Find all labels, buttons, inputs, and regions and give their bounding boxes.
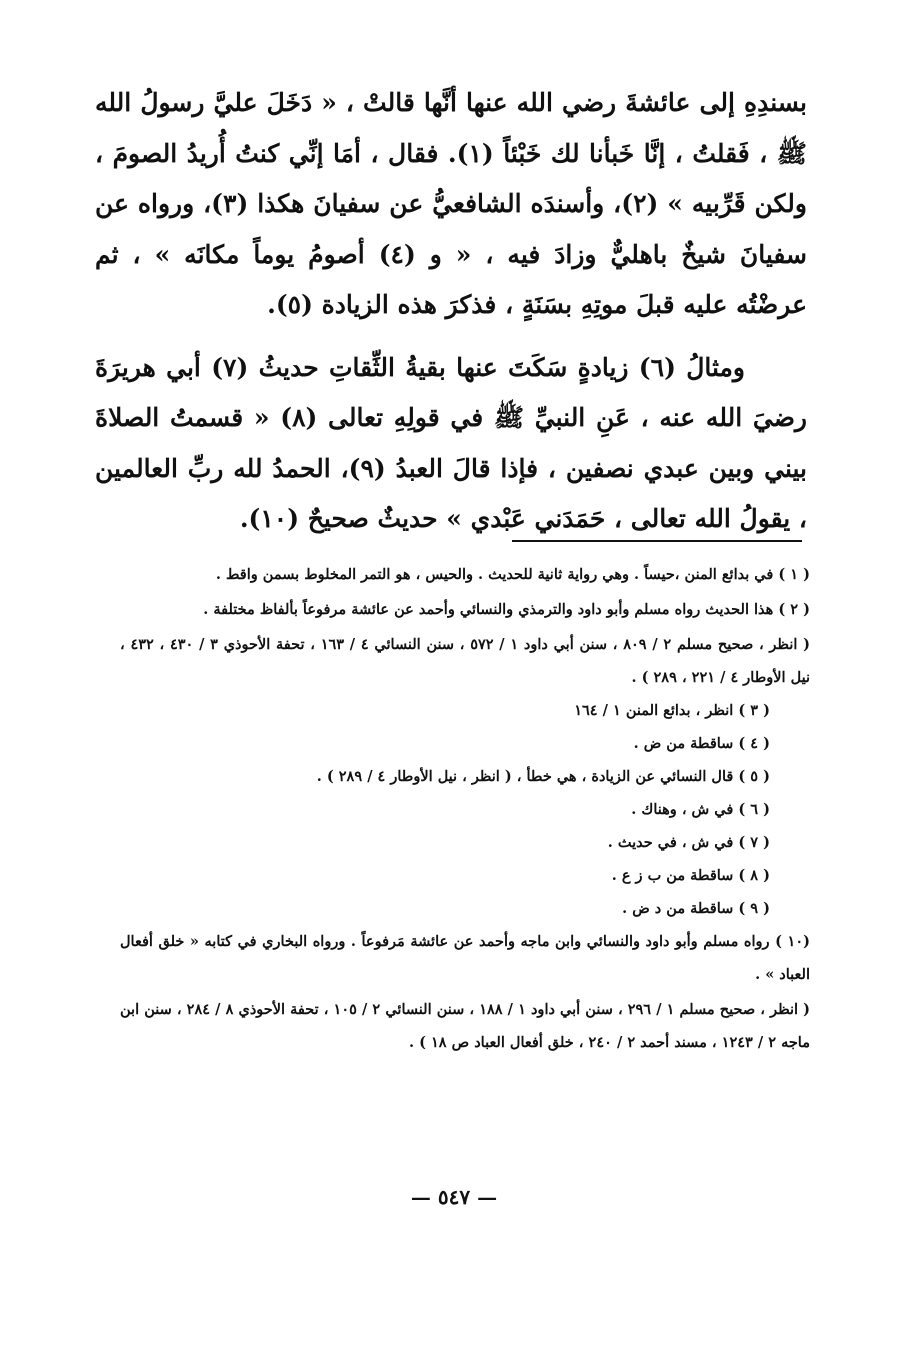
footnote: ( ٤ ) ساقطة من ض .	[633, 735, 770, 752]
footnote: ( ٨ ) ساقطة من ب ز ع .	[611, 867, 770, 884]
footnote: ( ٦ ) في ش ، وهناك .	[631, 801, 770, 818]
footnote: ( ٩ ) ساقطة من د ض .	[622, 900, 770, 917]
main-paragraph: ومثالُ (٦) زيادةٍ سَكَتَ عنها بقيةُ الثِّقاتِ حديثُ (٧) أبي هريرَةَ رضيَ الله عنه ، عَنِ النبيِّ ﷺ في قولِهِ تعالى (٨) « قسمتُ الصلاةَ بيني وبين عبدي نصفين ، فإذا قالَ العبدُ (٩)، الحمدُ لله ربِّ العالمين ، يقولُ الله تعالى ، حَمَدَني عَبْدي » حديثٌ صحيحٌ (١٠).	[95, 352, 808, 533]
footnote: ( ٣ ) انظر ، بدائع المنن ١ / ١٦٤	[574, 702, 770, 719]
footnote: ( ٧ ) في ش ، في حديث .	[607, 834, 770, 851]
footnote-separator	[512, 540, 802, 542]
page-number: — ٥٤٧ —	[410, 1185, 498, 1209]
footnote: (١٠ ) رواه مسلم وأبو داود والنسائي وابن ماجه وأحمد عن عائشة مَرفوعاً . ورواه البخاري في كتابه « خلق أفعال العباد » .	[120, 933, 810, 983]
main-text	[95, 78, 807, 545]
main-paragraph: بسندِهِ إلى عائشةَ رضي الله عنها أنَّها قالتْ ، « دَخَلَ عليَّ رسولُ الله ﷺ ، فَقلتُ ، إنَّا خَبأنا لك خَبْئاً (١). فقال ، أمَا إنِّي كنتُ أُريدُ الصومَ ، ولكن قَرِّبيه » (٢)، وأسندَه الشافعيُّ عن سفيانَ هكذا (٣)، ورواه عن سفيانَ شيخٌ باهليٌّ وزادَ فيه ، « و (٤) أصومُ يوماً مكانَه » ، ثم عرضْتُه عليه قبلَ موتِهِ بسَنَةٍ ، فذكرَ هذه الزيادة (٥).	[95, 88, 808, 319]
footnote: ( ٥ ) قال النسائي عن الزيادة ، هي خطأ ، ( انظر ، نيل الأوطار ٤ / ٢٨٩ ) .	[316, 768, 770, 785]
footnote: ( ١ ) في بدائع المنن ،حيساً . وهي رواية ثانية للحديث . والحيس ، هو التمر المخلوط بسمن واقط .	[215, 566, 810, 583]
footnotes	[120, 558, 810, 1059]
footnote: ( انظر ، صحيح مسلم ٢ / ٨٠٩ ، سنن أبي داود ١ / ٥٧٢ ، سنن النسائي ٤ / ١٦٣ ، تحفة الأحوذي ٣ / ٤٣٠ ، ٤٣٢ ، نيل الأوطار ٤ / ٢٢١ ، ٢٨٩ ) .	[120, 636, 810, 686]
footnote: ( ٢ ) هذا الحديث رواه مسلم وأبو داود والترمذي والنسائي وأحمد عن عائشة مرفوعاً بألفاظ مختلفة .	[203, 601, 810, 618]
footnote: ( انظر ، صحيح مسلم ١ / ٢٩٦ ، سنن أبي داود ١ / ١٨٨ ، سنن النسائي ٢ / ١٠٥ ، تحفة الأحوذي ٨ / ٢٨٤ ، سنن ابن ماجه ٢ / ١٢٤٣ ، مسند أحمد ٢ / ٢٤٠ ، خلق أفعال العباد ص ١٨ ) .	[120, 1001, 811, 1051]
